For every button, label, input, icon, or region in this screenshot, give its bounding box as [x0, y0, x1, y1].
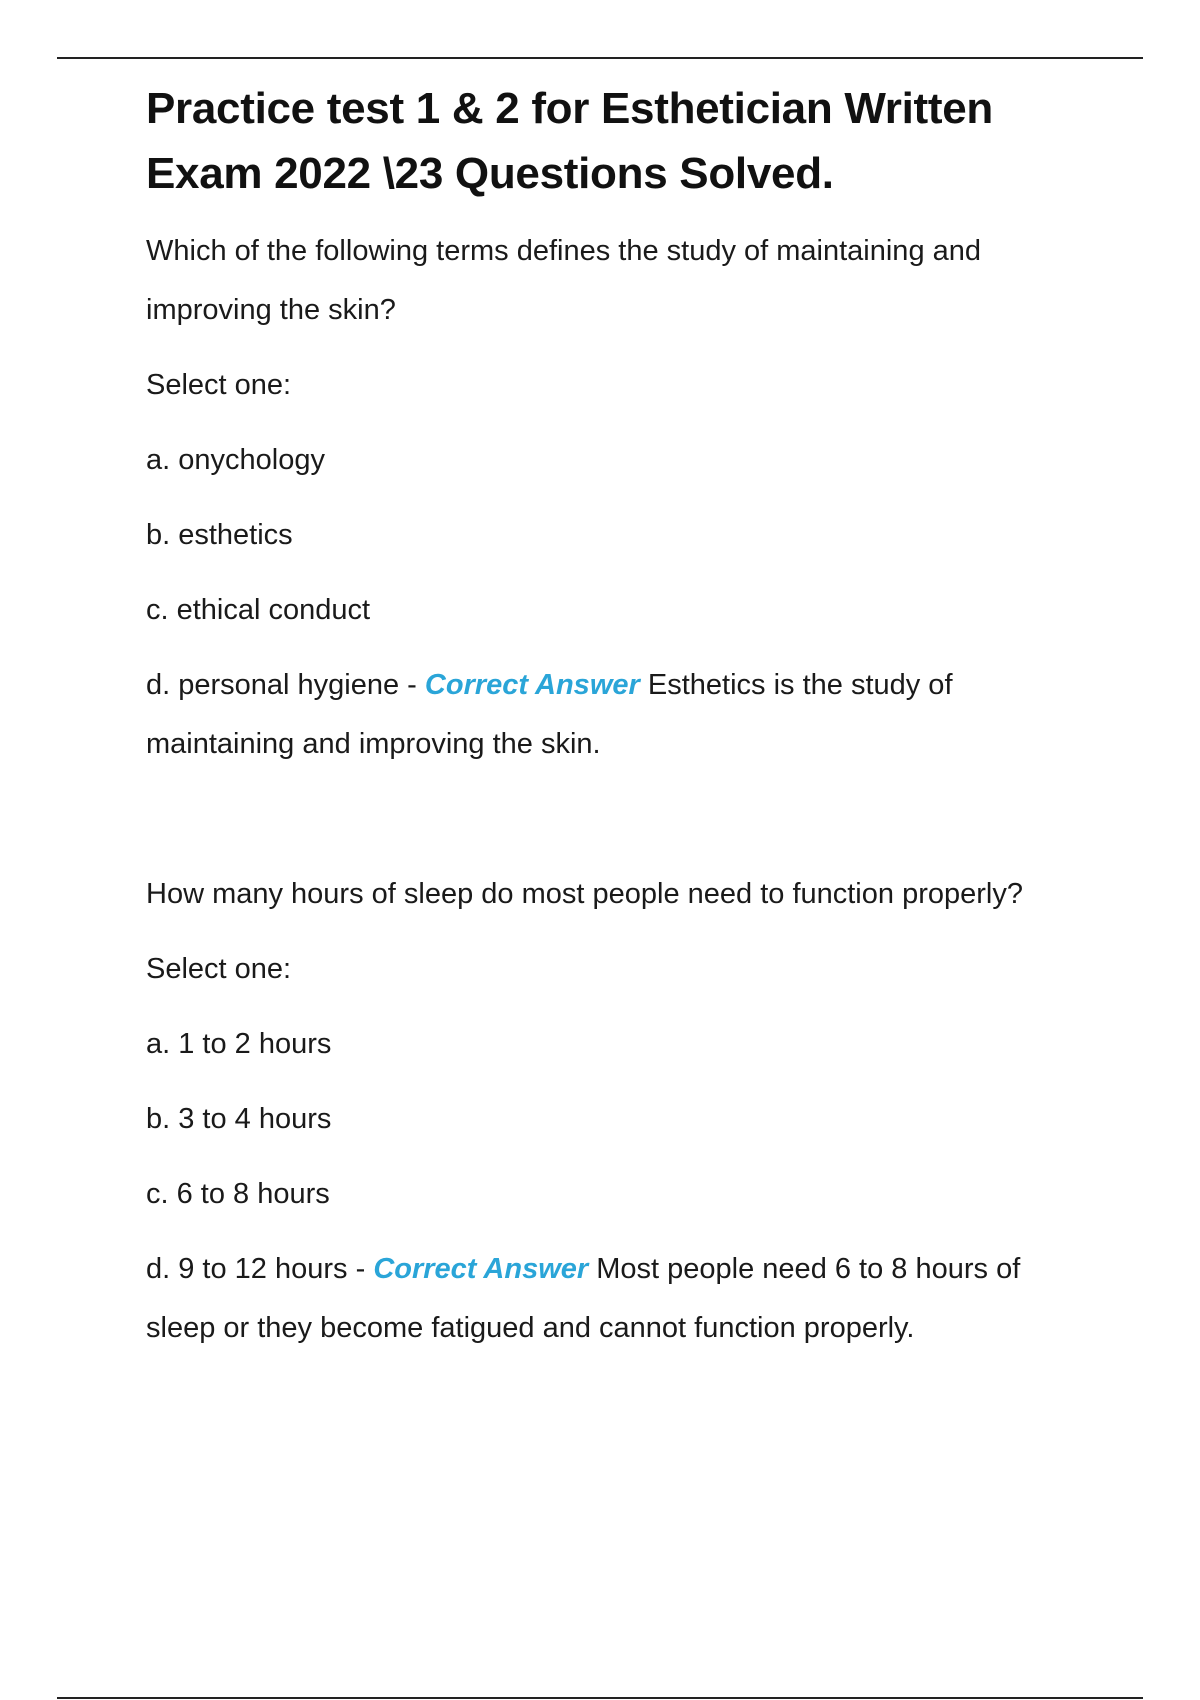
answer-explanation: Esthetics is the study of maintaining and improving the skin. — [146, 669, 953, 760]
option-d-with-answer — [146, 656, 1076, 774]
option-c: c. 6 to 8 hours — [146, 1178, 330, 1210]
option-d-with-answer — [146, 1240, 1076, 1358]
bottom-rule — [57, 1697, 1143, 1699]
top-rule — [57, 57, 1143, 59]
question-block-1 — [146, 222, 1076, 774]
option-c: c. ethical conduct — [146, 594, 371, 626]
correct-answer-label: Correct Answer — [373, 1253, 589, 1285]
document-title: Practice test 1 & 2 for Esthetician Written Exam 2022 \23 Questions Solved. — [146, 84, 993, 198]
answer-explanation: Most people need 6 to 8 hours of sleep or they become fatigued and cannot function properly. — [146, 1253, 1021, 1344]
document-body — [146, 76, 1076, 1374]
option-b: b. esthetics — [146, 519, 293, 551]
option-a: a. onychology — [146, 444, 325, 476]
option-a: a. 1 to 2 hours — [146, 1028, 332, 1060]
option-d: d. 9 to 12 hours - — [146, 1253, 374, 1285]
select-label: Select one: — [146, 369, 292, 401]
select-label: Select one: — [146, 953, 292, 985]
question-prompt: How many hours of sleep do most people need to function properly? — [146, 878, 1023, 910]
option-b: b. 3 to 4 hours — [146, 1103, 332, 1135]
correct-answer-label: Correct Answer — [424, 669, 640, 701]
question-block-2 — [146, 865, 1076, 1358]
section-gap — [146, 790, 1076, 865]
question-prompt: Which of the following terms defines the study of maintaining and improving the skin? — [146, 235, 982, 326]
option-d: d. personal hygiene - — [146, 669, 425, 701]
